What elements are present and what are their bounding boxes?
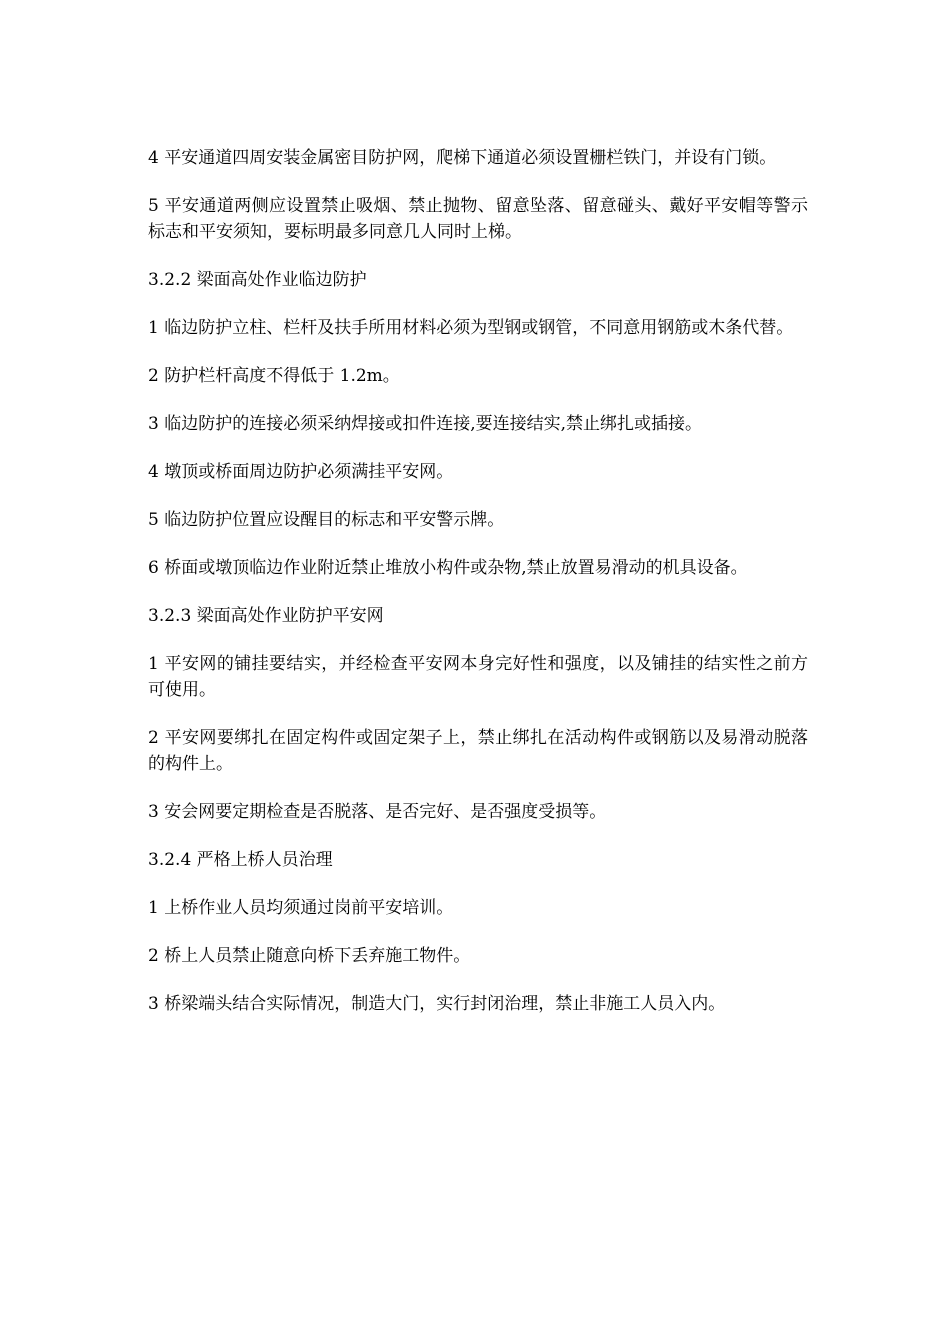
paragraph-edge-protection-connection: 3 临边防护的连接必须采纳焊接或扣件连接,要连接结实,禁止绑扎或插接。 [148, 414, 703, 434]
paragraph-net-binding: 2 平安网要绑扎在固定构件或固定架子上，禁止绑扎在活动构件或钢筋以及易滑动脱落的构件上。 [148, 728, 808, 774]
paragraph-pier-top-net: 4 墩顶或桥面周边防护必须满挂平安网。 [148, 462, 454, 482]
paragraph-no-throwing: 2 桥上人员禁止随意向桥下丢弃施工物件。 [148, 946, 471, 966]
paragraph-training: 1 上桥作业人员均须通过岗前平安培训。 [148, 898, 454, 918]
document-body [148, 145, 808, 1039]
paragraph-net-installation: 1 平安网的铺挂要结实，并经检查平安网本身完好性和强度，以及铺挂的结实性之前方可使用。 [148, 654, 808, 700]
section-heading-3-2-3: 3.2.3 梁面高处作业防护平安网 [148, 606, 384, 626]
section-heading-3-2-4: 3.2.4 严格上桥人员治理 [148, 850, 333, 870]
paragraph-net-inspection: 3 安会网要定期检查是否脱落、是否完好、是否强度受损等。 [148, 802, 607, 822]
paragraph-railing-height: 2 防护栏杆高度不得低于 1.2m。 [148, 366, 400, 386]
paragraph-safety-passage-mesh: 4 平安通道四周安装金属密目防护网，爬梯下通道必须设置栅栏铁门，并设有门锁。 [148, 148, 777, 168]
section-heading-3-2-2: 3.2.2 梁面高处作业临边防护 [148, 270, 367, 290]
paragraph-warning-signs: 5 平安通道两侧应设置禁止吸烟、禁止抛物、留意坠落、留意碰头、戴好平安帽等警示标志和平安须知，要标明最多同意几人同时上梯。 [148, 196, 808, 242]
paragraph-closed-management: 3 桥梁端头结合实际情况，制造大门，实行封闭治理，禁止非施工人员入内。 [148, 994, 726, 1014]
paragraph-edge-protection-material: 1 临边防护立柱、栏杆及扶手所用材料必须为型钢或钢管，不同意用钢筋或木条代替。 [148, 318, 794, 338]
paragraph-no-stacking: 6 桥面或墩顶临边作业附近禁止堆放小构件或杂物,禁止放置易滑动的机具设备。 [148, 558, 748, 578]
paragraph-edge-warning-signs: 5 临边防护位置应设醒目的标志和平安警示牌。 [148, 510, 505, 530]
